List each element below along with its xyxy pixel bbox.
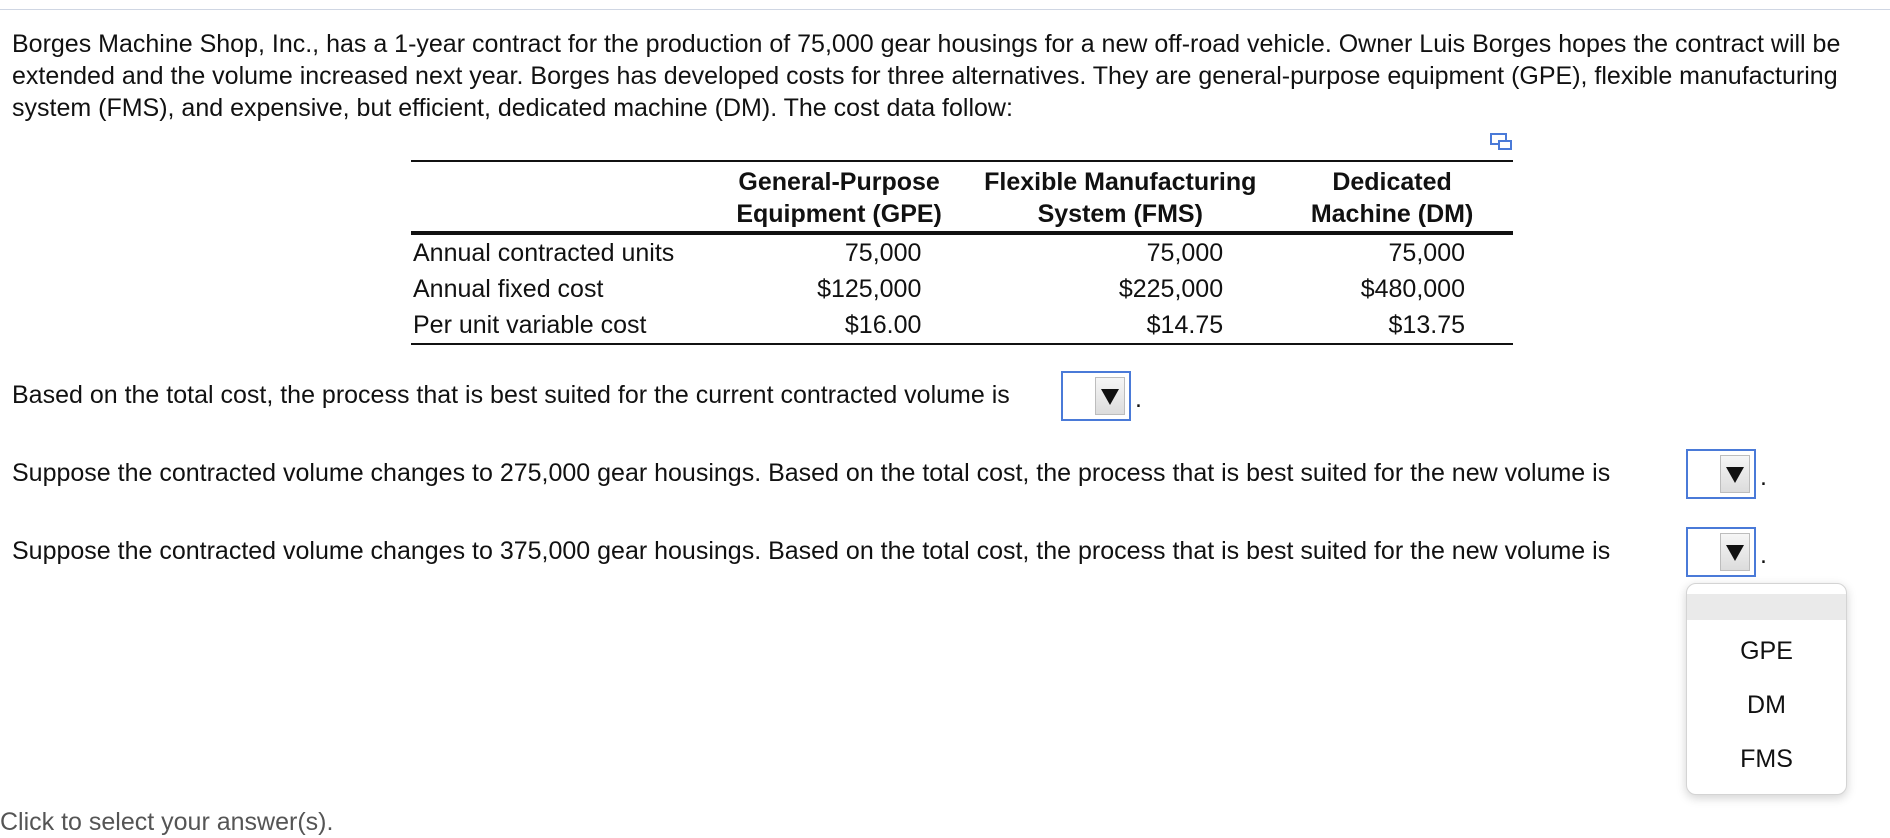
triangle-down-icon xyxy=(1726,467,1744,483)
dropdown-option-dm[interactable]: DM xyxy=(1747,691,1786,719)
header-fms-line2: System (FMS) xyxy=(1037,200,1203,228)
dropdown-option-fms[interactable]: FMS xyxy=(1740,745,1793,773)
question-3-text: Suppose the contracted volume changes to 375,000 gear housings. Based on the total cost, the process that is best suited for the new volume is xyxy=(12,537,1611,565)
answer-3-arrow-button[interactable] xyxy=(1720,533,1750,571)
row-label: Per unit variable cost xyxy=(413,311,647,339)
triangle-down-icon xyxy=(1726,545,1744,561)
expand-table-icon[interactable] xyxy=(1490,132,1514,152)
table-row xyxy=(411,271,1513,307)
header-gpe xyxy=(709,161,970,233)
top-divider xyxy=(0,9,1890,10)
cell-gpe: 75,000 xyxy=(844,239,922,267)
problem-statement: Borges Machine Shop, Inc., has a 1-year contract for the production of 75,000 gear housings for a new off-road vehicle. Owner Luis Borges hopes the contract will be extended and the volume increased next year. Borges has developed costs for three alternatives. They are general-purpose equipment (GPE), flexible manufacturing system (FMS), and expensive, but efficient, dedicated machine (DM). The cost data follow: xyxy=(12,30,1841,122)
table-header-row xyxy=(411,161,1513,233)
question-1-period: . xyxy=(1135,385,1142,413)
answer-2-arrow-button[interactable] xyxy=(1720,455,1750,493)
question-2-text: Suppose the contracted volume changes to 275,000 gear housings. Based on the total cost, the process that is best suited for the new volume is xyxy=(12,459,1611,487)
cell-fms: $225,000 xyxy=(1118,275,1224,303)
answer-1-select[interactable] xyxy=(1061,371,1131,421)
cost-data-table xyxy=(411,160,1513,345)
cell-dm: $480,000 xyxy=(1360,275,1465,303)
header-gpe-line2: Equipment (GPE) xyxy=(736,200,942,228)
row-label: Annual fixed cost xyxy=(413,275,604,303)
header-fms-line1: Flexible Manufacturing xyxy=(984,168,1257,196)
cell-fms: $14.75 xyxy=(1146,311,1224,339)
cell-dm: 75,000 xyxy=(1388,239,1465,267)
header-gpe-line1: General-Purpose xyxy=(738,168,940,196)
dropdown-option-gpe[interactable]: GPE xyxy=(1740,637,1793,665)
header-dm xyxy=(1271,161,1513,233)
header-dm-line1: Dedicated xyxy=(1332,168,1452,196)
answer-2-select[interactable] xyxy=(1686,449,1756,499)
header-fms xyxy=(969,161,1271,233)
question-3-period: . xyxy=(1760,541,1767,569)
triangle-down-icon xyxy=(1101,389,1119,405)
header-dm-line2: Machine (DM) xyxy=(1310,200,1474,228)
table-row xyxy=(411,233,1513,271)
answer-3-dropdown-menu xyxy=(1686,583,1847,795)
answer-3-select[interactable] xyxy=(1686,527,1756,577)
header-blank xyxy=(411,161,709,233)
cell-gpe: $125,000 xyxy=(817,275,922,303)
answer-1-arrow-button[interactable] xyxy=(1095,377,1125,415)
cell-fms: 75,000 xyxy=(1146,239,1224,267)
cell-dm: $13.75 xyxy=(1388,311,1465,339)
dropdown-option-blank[interactable] xyxy=(1687,594,1846,620)
footer-hint: Click to select your answer(s). xyxy=(0,808,334,836)
question-1-text: Based on the total cost, the process that is best suited for the current contracted volume is xyxy=(12,381,1010,409)
question-2-period: . xyxy=(1760,463,1767,491)
table-row xyxy=(411,307,1513,344)
row-label: Annual contracted units xyxy=(413,239,675,267)
cell-gpe: $16.00 xyxy=(844,311,922,339)
